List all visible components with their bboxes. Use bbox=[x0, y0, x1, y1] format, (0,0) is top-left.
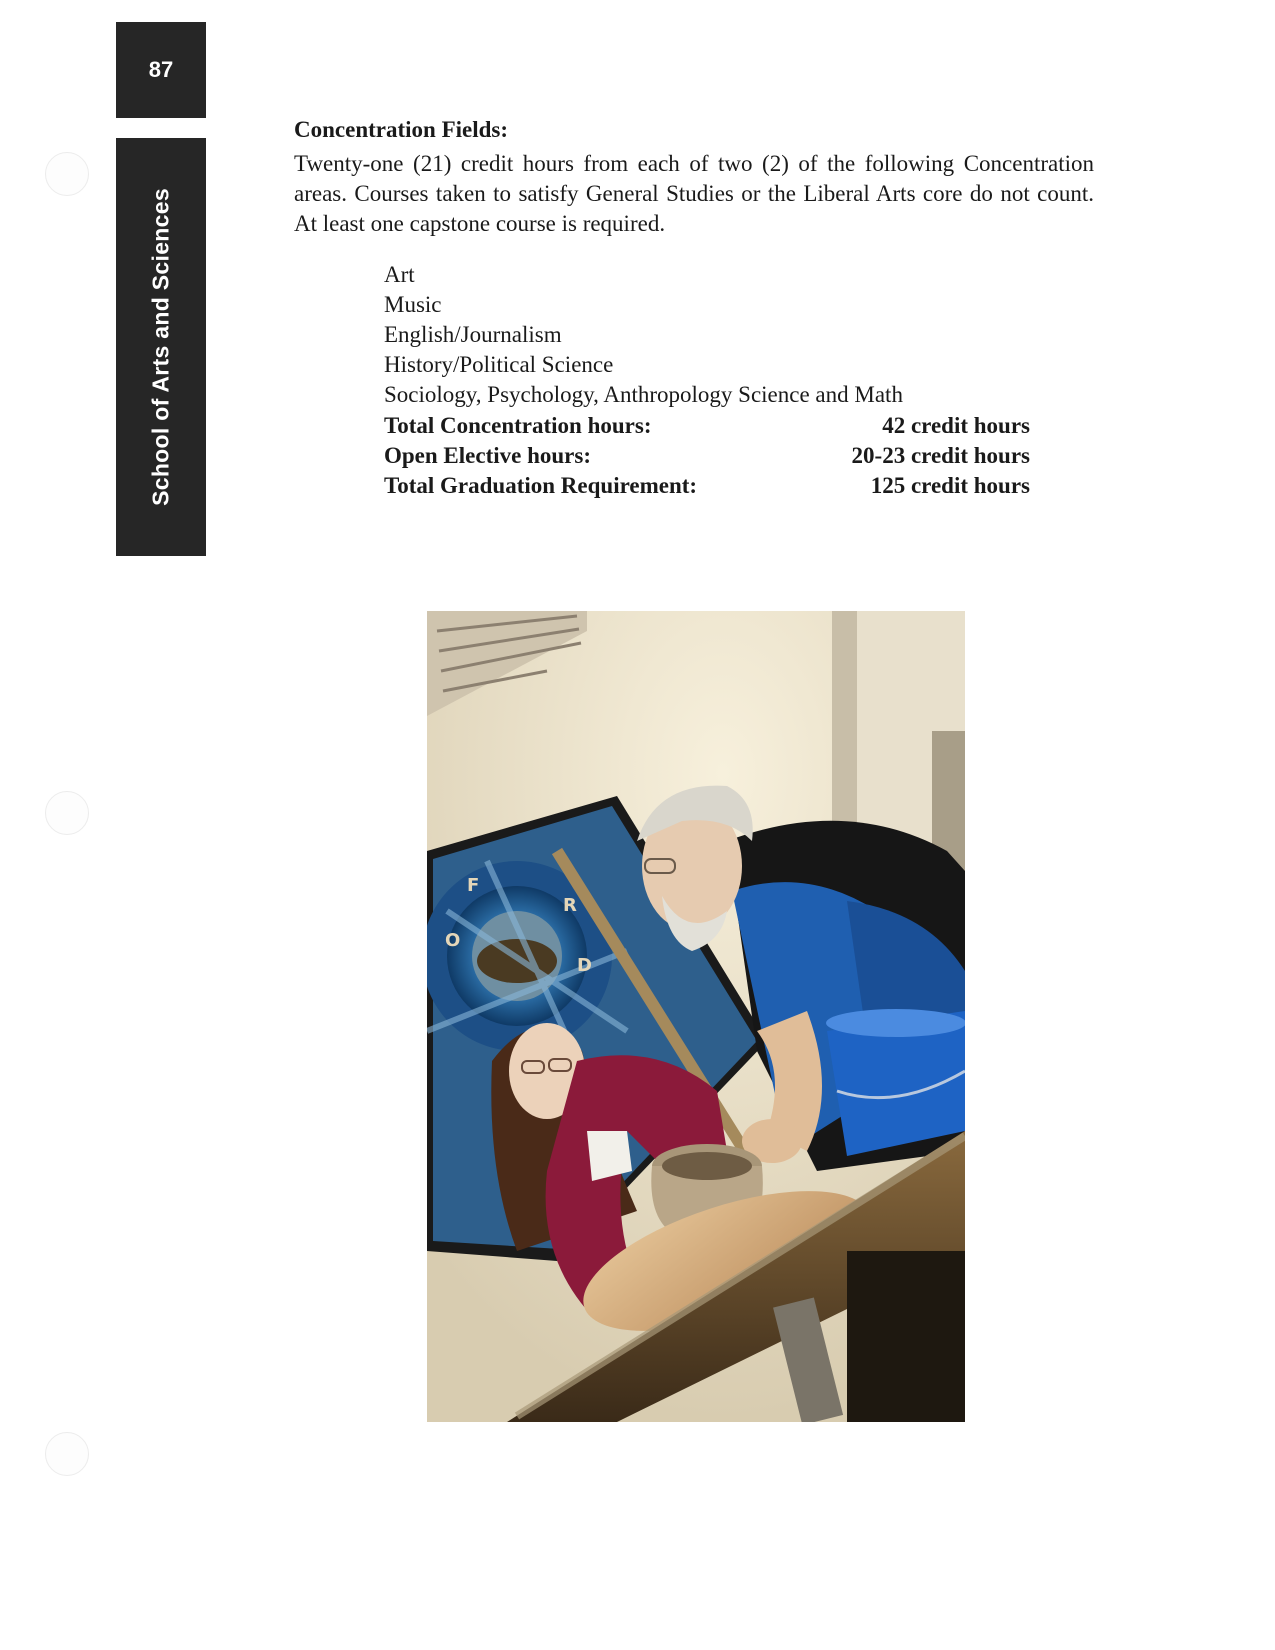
binder-hole bbox=[45, 791, 89, 835]
concentration-area: English/Journalism bbox=[384, 322, 562, 347]
concentration-area: History/Political Science bbox=[384, 352, 614, 377]
summary-row bbox=[384, 471, 1030, 501]
summary-label: Total Concentration hours: bbox=[384, 413, 652, 438]
summary-value: 20-23 credit hours bbox=[851, 443, 1030, 468]
summary-label: Open Elective hours: bbox=[384, 443, 591, 468]
blue-bucket bbox=[826, 1009, 965, 1156]
summary-row bbox=[384, 441, 1030, 471]
summary-label: Total Graduation Requirement: bbox=[384, 473, 698, 498]
sign-letter: F bbox=[467, 875, 480, 896]
concentration-area: Art bbox=[384, 262, 415, 287]
intro-paragraph: Twenty-one (21) credit hours from each of two (2) of the following Concentration areas. Courses taken to satisfy General Studies or the Liberal Arts core do not count. At least one capstone course is required. bbox=[294, 151, 1094, 236]
page-number-tab bbox=[116, 22, 206, 118]
section-tab bbox=[116, 138, 206, 556]
section-tab-label: School of Arts and Sciences bbox=[147, 188, 174, 506]
summary-row bbox=[384, 411, 1030, 441]
sign-letter: R bbox=[563, 895, 577, 916]
binder-hole bbox=[45, 152, 89, 196]
sign-letter: D bbox=[577, 955, 592, 976]
hours-summary bbox=[384, 411, 1030, 501]
sign-letter: O bbox=[445, 930, 461, 951]
concentration-area: Music bbox=[384, 292, 442, 317]
summary-value: 42 credit hours bbox=[882, 413, 1030, 438]
pottery-class-photo bbox=[427, 611, 965, 1422]
page-number: 87 bbox=[148, 57, 174, 82]
concentration-area-list bbox=[384, 260, 903, 410]
summary-value: 125 credit hours bbox=[870, 473, 1030, 498]
binder-hole bbox=[45, 1432, 89, 1476]
section-heading: Concentration Fields: bbox=[294, 117, 509, 142]
concentration-area: Sociology, Psychology, Anthropology Science and Math bbox=[384, 382, 903, 407]
